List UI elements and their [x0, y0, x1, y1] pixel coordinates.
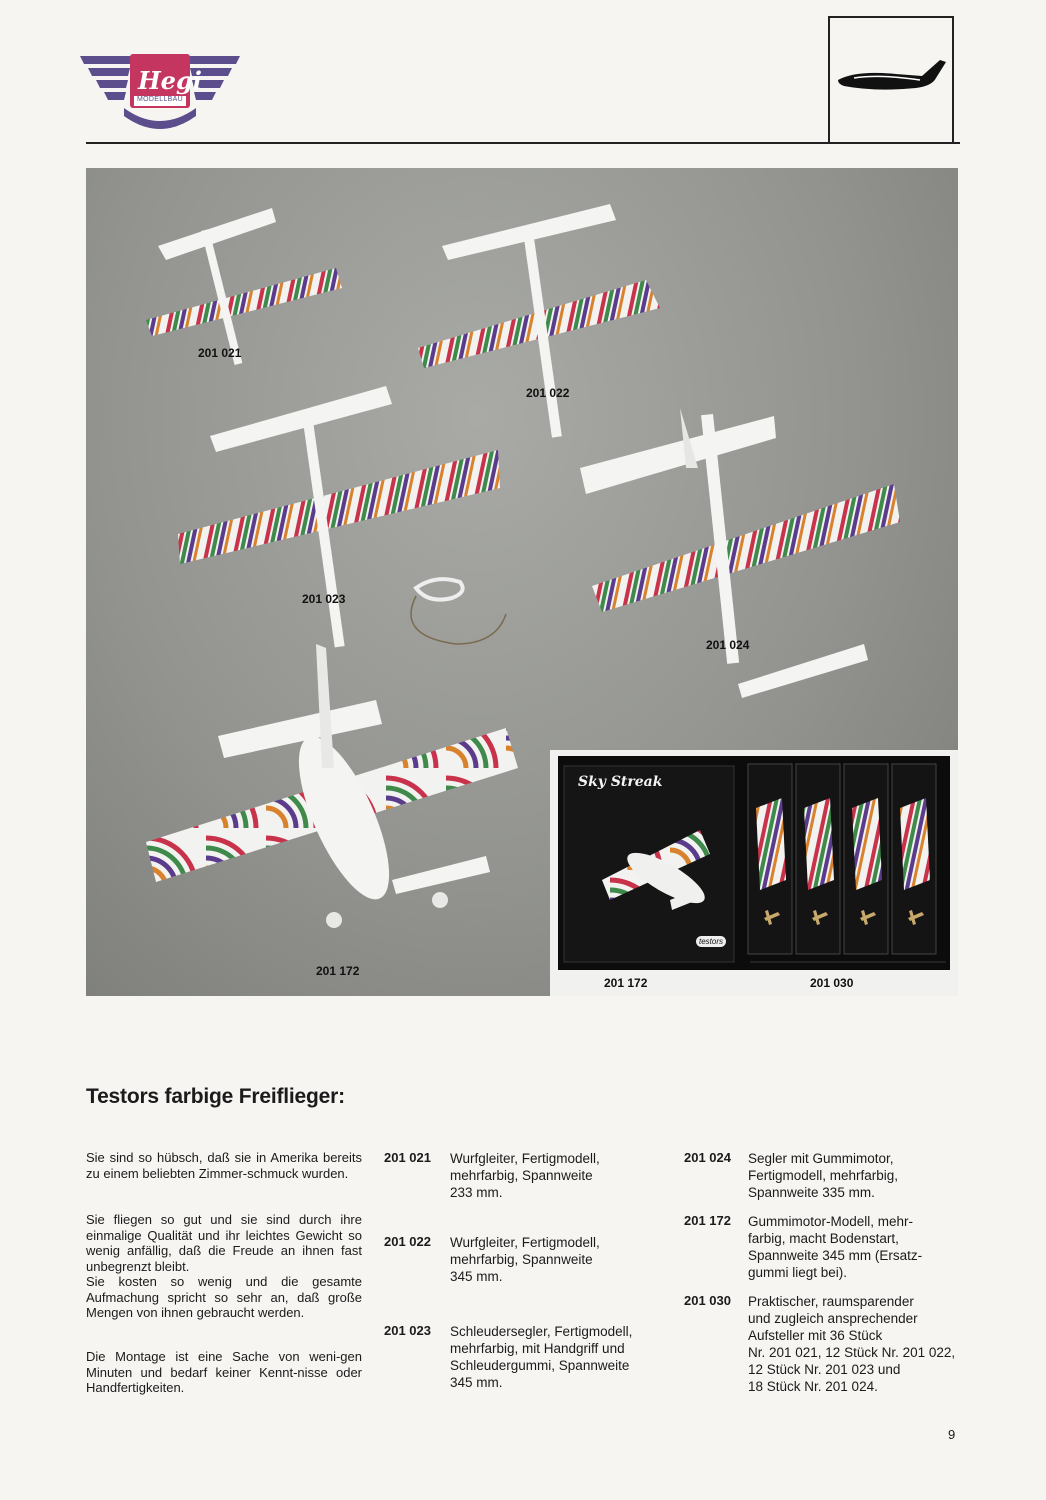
- glider-201-024: [580, 408, 900, 698]
- packaging-inset: [550, 750, 958, 996]
- inset-brand: Sky Streak: [578, 774, 663, 790]
- desc-line: Spannweite 345 mm (Ersatz-: [748, 1248, 923, 1263]
- desc-line: und zugleich ansprechender: [748, 1311, 918, 1326]
- airplane-201-172: [146, 644, 518, 928]
- item-desc-201-030: [748, 1293, 955, 1395]
- desc-line: mehrfarbig, Spannweite: [450, 1168, 593, 1183]
- desc-line: 12 Stück Nr. 201 023 und: [748, 1362, 901, 1377]
- hegi-logo: [80, 52, 240, 140]
- desc-line: Fertigmodell, mehrfarbig,: [748, 1168, 899, 1183]
- desc-line: Wurfgleiter, Fertigmodell,: [450, 1151, 600, 1166]
- glider-201-022: [418, 204, 660, 438]
- page-number: 9: [948, 1427, 956, 1442]
- desc-line: 233 mm.: [450, 1185, 503, 1200]
- item-desc-201-021: [450, 1150, 600, 1201]
- desc-line: mehrfarbig, Spannweite: [450, 1252, 593, 1267]
- label-201-023: 201 023: [302, 592, 346, 606]
- item-code-201-023: 201 023: [384, 1323, 431, 1338]
- item-code-201-030: 201 030: [684, 1293, 731, 1308]
- label-201-172-inset: 201 172: [604, 976, 648, 990]
- page-heading: Testors farbige Freiflieger:: [86, 1085, 345, 1108]
- item-code-201-021: 201 021: [384, 1150, 431, 1165]
- desc-line: 345 mm.: [450, 1269, 503, 1284]
- desc-line: Praktischer, raumsparender: [748, 1294, 914, 1309]
- desc-line: 18 Stück Nr. 201 024.: [748, 1379, 878, 1394]
- item-code-201-022: 201 022: [384, 1234, 431, 1249]
- desc-line: Segler mit Gummimotor,: [748, 1151, 894, 1166]
- desc-line: Nr. 201 021, 12 Stück Nr. 201 022,: [748, 1345, 956, 1360]
- intro-paragraph-3: Sie kosten so wenig und die gesamte Aufmachung spricht so sehr an, daß große Mengen von ihnen gebraucht werden.: [86, 1274, 362, 1320]
- label-201-172: 201 172: [316, 964, 360, 978]
- intro-paragraph-2: Sie fliegen so gut und sie sind durch ihre einmalige Qualität und ihr leichtes Gewicht so wenig anfällig, daß die Freude an ihnen fast unbegrenzt bleibt.: [86, 1212, 362, 1274]
- glider-201-021: [146, 208, 342, 365]
- item-desc-201-172: [748, 1213, 922, 1281]
- item-desc-201-022: [450, 1234, 600, 1285]
- desc-line: Aufsteller mit 36 Stück: [748, 1328, 883, 1343]
- logo-wordmark: Hegi: [138, 66, 202, 95]
- label-201-022: 201 022: [526, 386, 570, 400]
- glider-silhouette-icon: [836, 58, 948, 98]
- desc-line: Wurfgleiter, Fertigmodell,: [450, 1235, 600, 1250]
- desc-line: Schleudersegler, Fertigmodell,: [450, 1324, 633, 1339]
- label-201-021: 201 021: [198, 346, 242, 360]
- glider-201-023: [178, 386, 506, 647]
- intro-paragraph-4: Die Montage ist eine Sache von weni-gen Minuten und bedarf keiner Kennt-nisse oder Handfertigkeiten.: [86, 1349, 362, 1395]
- desc-line: Schleudergummi, Spannweite: [450, 1358, 630, 1373]
- product-photo: [86, 168, 958, 996]
- desc-line: mehrfarbig, mit Handgriff und: [450, 1341, 625, 1356]
- header-rule: [86, 142, 960, 144]
- desc-line: Gummimotor-Modell, mehr-: [748, 1214, 914, 1229]
- item-code-201-172: 201 172: [684, 1213, 731, 1228]
- item-desc-201-024: [748, 1150, 898, 1201]
- desc-line: 345 mm.: [450, 1375, 503, 1390]
- inset-maker: testors: [696, 936, 726, 947]
- label-201-024: 201 024: [706, 638, 750, 652]
- item-desc-201-023: [450, 1323, 632, 1391]
- intro-paragraph-1: Sie sind so hübsch, daß sie in Amerika bereits zu einem beliebten Zimmer-schmuck wurden.: [86, 1150, 362, 1181]
- desc-line: farbig, macht Bodenstart,: [748, 1231, 899, 1246]
- desc-line: gummi liegt bei).: [748, 1265, 848, 1280]
- item-code-201-024: 201 024: [684, 1150, 731, 1165]
- label-201-030: 201 030: [810, 976, 854, 990]
- glider-icon-box: [828, 16, 954, 142]
- desc-line: Spannweite 335 mm.: [748, 1185, 875, 1200]
- logo-subtext: MODELLBAU: [137, 96, 183, 103]
